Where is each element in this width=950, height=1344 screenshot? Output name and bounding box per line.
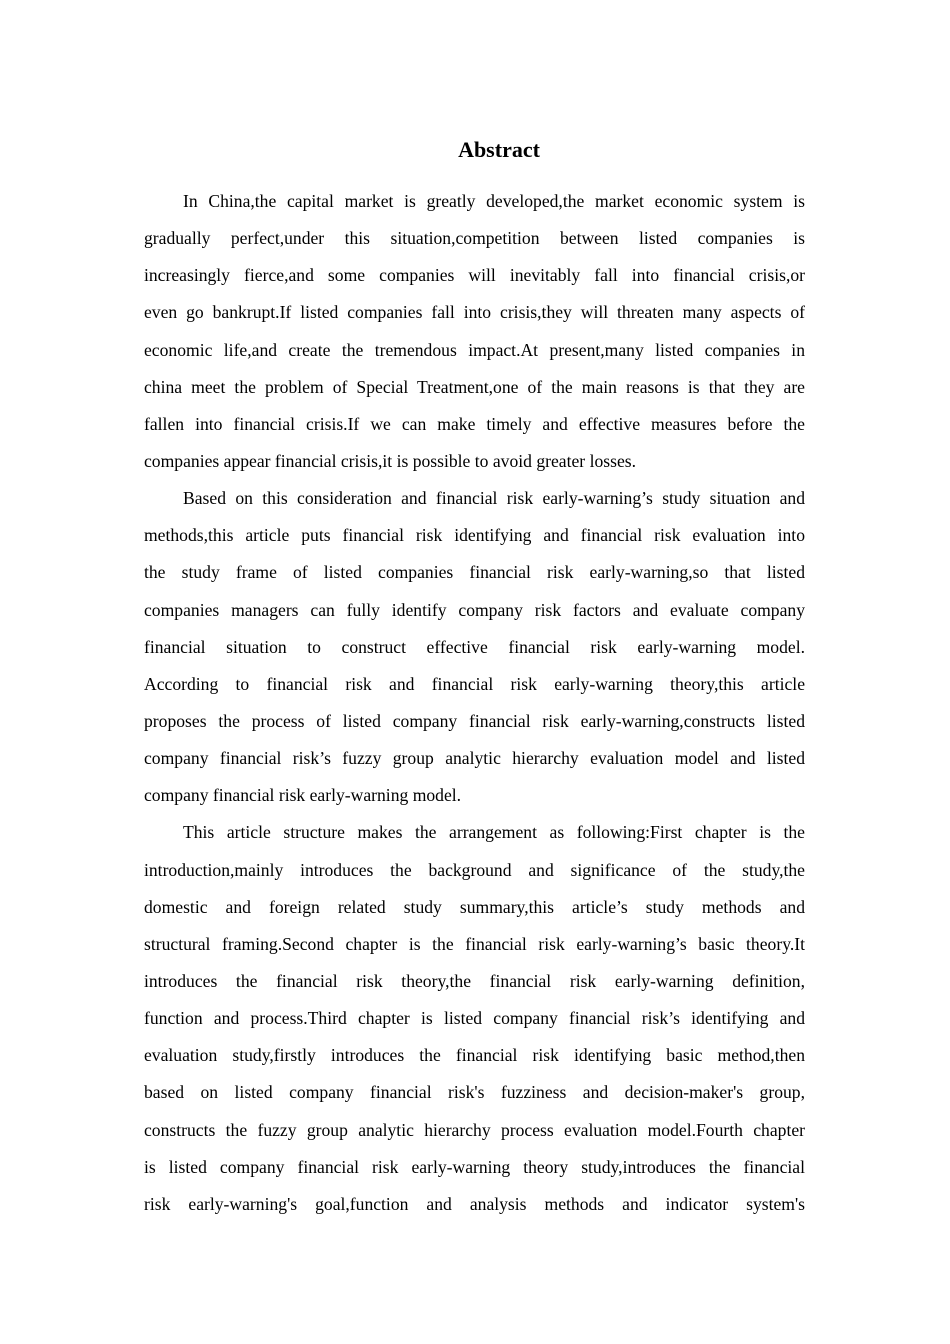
text-line-content: methods,this article puts financial risk identifying and financial risk evaluation into [144, 525, 805, 546]
text-line-content: china meet the problem of Special Treatment,one of the main reasons is that they are [144, 376, 805, 397]
text-line-content: gradually perfect,under this situation,competition between listed companies is [144, 228, 805, 249]
text-line [144, 894, 805, 931]
text-line-content: constructs the fuzzy group analytic hierarchy process evaluation model.Fourth chapter [144, 1119, 805, 1140]
text-line-content: introduction,mainly introduces the background and significance of the study,the [144, 859, 805, 880]
paragraph [144, 819, 805, 1228]
text-line [144, 708, 805, 745]
text-line-content: This article structure makes the arrangement as following:First chapter is the [183, 822, 805, 843]
text-line [144, 1079, 805, 1116]
text-line [144, 411, 805, 448]
text-line [144, 634, 805, 671]
text-line-content: economic life,and create the tremendous impact.At present,many listed companies in [144, 339, 805, 360]
text-line-content: is listed company financial risk early-warning theory study,introduces the financial [144, 1156, 805, 1177]
text-line [144, 745, 805, 782]
text-line [144, 671, 805, 708]
text-line [144, 782, 805, 819]
text-line-content: structural framing.Second chapter is the financial risk early-warning’s basic theory.It [144, 933, 805, 954]
text-line-content: In China,the capital market is greatly developed,the market economic system is [183, 191, 805, 211]
text-line [144, 225, 805, 262]
text-line-content: Based on this consideration and financial risk early-warning’s study situation and [183, 488, 805, 509]
text-line [144, 1154, 805, 1191]
text-line [144, 262, 805, 299]
text-line [144, 931, 805, 968]
text-line-content: proposes the process of listed company financial risk early-warning,constructs listed [144, 710, 805, 731]
text-line [144, 522, 805, 559]
text-line [144, 857, 805, 894]
text-line-content: company financial risk early-warning model. [144, 785, 462, 806]
text-line-content: companies managers can fully identify company risk factors and evaluate company [144, 599, 805, 620]
text-line [144, 448, 805, 485]
page-title: Abstract [458, 137, 540, 162]
text-line-content: According to financial risk and financial risk early-warning theory,this article [144, 673, 805, 694]
abstract-body [144, 188, 805, 1228]
text-line-content: based on listed company financial risk's fuzziness and decision-maker's group, [144, 1082, 805, 1103]
text-line [144, 485, 805, 522]
text-line-content: domestic and foreign related study summary,this article’s study methods and [144, 896, 805, 917]
text-line-content: company financial risk’s fuzzy group analytic hierarchy evaluation model and listed [144, 748, 805, 769]
text-line [144, 188, 805, 225]
text-line [144, 1042, 805, 1079]
text-line-content: risk early-warning's goal,function and analysis methods and indicator system's [144, 1193, 805, 1214]
text-line-content: introduces the financial risk theory,the financial risk early-warning definition, [144, 970, 805, 991]
text-line [144, 968, 805, 1005]
text-line [144, 299, 805, 336]
text-line-content: the study frame of listed companies financial risk early-warning,so that listed [144, 562, 805, 583]
text-line-content: increasingly fierce,and some companies will inevitably fall into financial crisis,or [144, 265, 805, 286]
text-line [144, 819, 805, 856]
paragraph [144, 485, 805, 819]
text-line [144, 1117, 805, 1154]
text-line [144, 597, 805, 634]
text-line-content: companies appear financial crisis,it is possible to avoid greater losses. [144, 450, 636, 471]
text-line-content: evaluation study,firstly introduces the financial risk identifying basic method,then [144, 1045, 805, 1066]
text-line [144, 1005, 805, 1042]
paragraph [144, 188, 805, 485]
text-line [144, 559, 805, 596]
text-line [144, 1191, 805, 1228]
text-line-content: function and process.Third chapter is listed company financial risk’s identifying and [144, 1008, 805, 1029]
text-line-content: fallen into financial crisis.If we can make timely and effective measures before the [144, 413, 805, 434]
text-line [144, 337, 805, 374]
text-line-content: even go bankrupt.If listed companies fall into crisis,they will threaten many aspects of [144, 302, 805, 323]
text-line [144, 374, 805, 411]
text-line-content: financial situation to construct effective financial risk early-warning model. [144, 636, 805, 657]
